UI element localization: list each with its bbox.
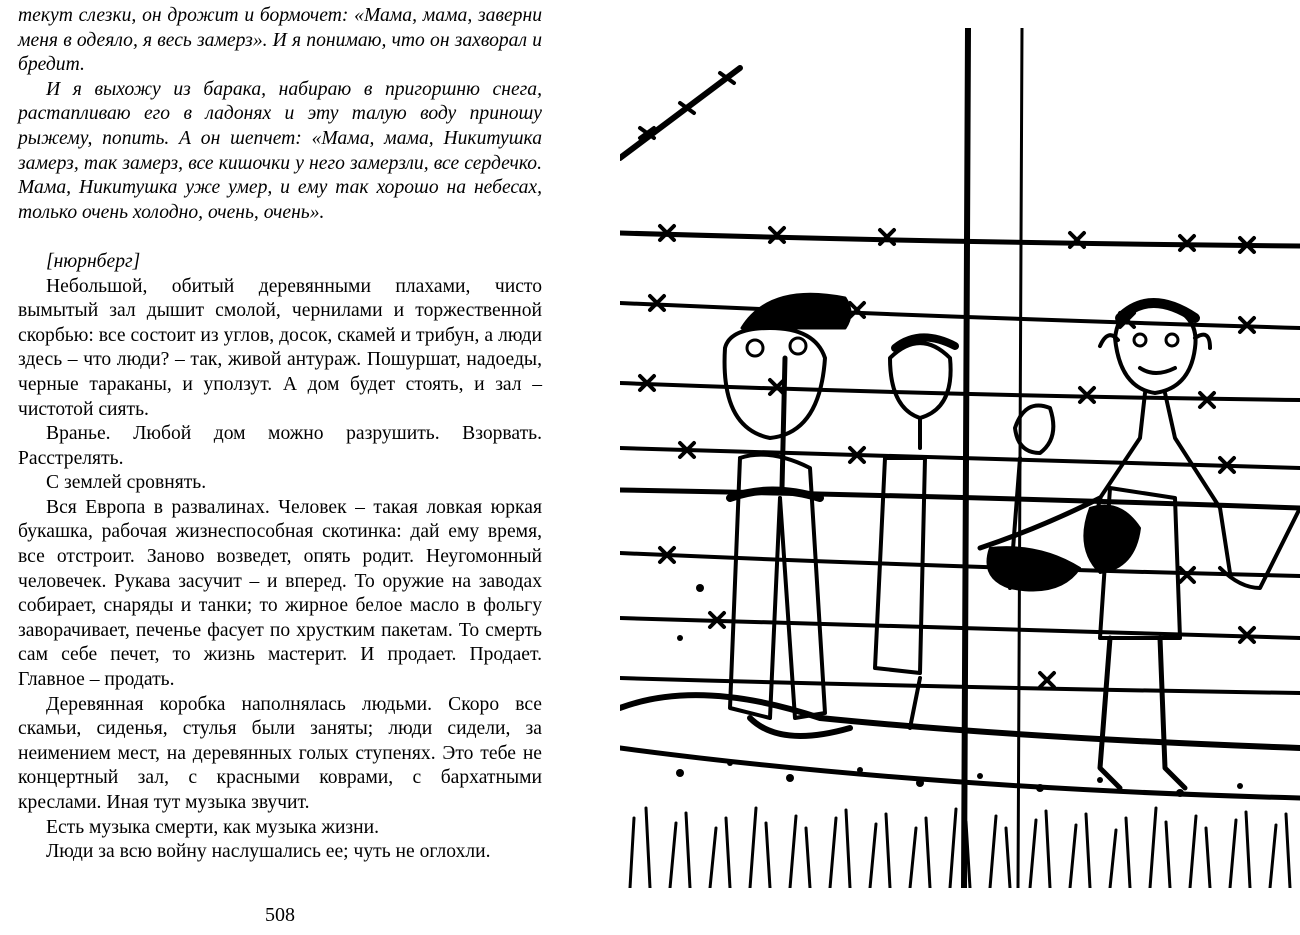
left-page <box>0 0 560 935</box>
paragraph-italic-1: текут слезки, он дрожит и бормочет: «Мама, мама, заверни меня в одеяло, я весь замерз». И я понимаю, что он захворал и бредит. <box>18 5 542 76</box>
text-column <box>18 4 542 865</box>
section-gap <box>18 225 542 250</box>
paragraph-7: Люди за всю войну наслушались ее; чуть не оглохли. <box>46 841 491 863</box>
ink-drawing <box>620 28 1300 888</box>
paragraph-5: Деревянная коробка наполнялась людьми. Скоро все скамьи, сиденья, стулья были заняты; люди сидели, за неимением мест, на деревянных голых ступенях. Это тебе не концертный зал, с красными коврами, с бархатными креслами. Иная тут музыка звучит. <box>18 693 542 813</box>
paragraph-italic-2: И я выхожу из барака, набираю в пригоршню снега, растапливаю его в ладонях и эту талую воду приношу рыжему, попить. А он шепчет: «Мама, мама, Никитушка замерз, так замерз, все кишочки у него замерзли, все сердечко. Мама, Никитушка уже умер, и ему так хорошо на небесах, только очень холодно, очень, очень». <box>18 78 542 223</box>
paragraph-4: Вся Европа в развалинах. Человек – такая ловкая юркая букашка, рабочая жизнеспособная скотинка: дай ему время, все отстроит. Заново возведет, опять родит. Неугомонный человечек. Рукава засучит – и вперед. То оружие на заводах собирает, снаряды и танки; то жирное белое масло в фольгу заворачивает, печенье фасует по хрустким пакетам. То смерть сам себе печет, то жизнь мастерит. И продает. Продает. Главное – продать. <box>18 496 542 691</box>
barbed-wire-illustration <box>620 28 1300 888</box>
paragraph-1: Небольшой, обитый деревянными плахами, чисто вымытый зал дышит смолой, чернилами и торжественной скорбью: все состоит из углов, досок, скамей и трибун, а люди здесь – что люди? – так, живой антураж. Пошуршат, надоеды, черные тараканы, и уползут. А дом будет стоять, и зал – чистотой сиять. <box>18 275 542 420</box>
paragraph-3: С землей сровнять. <box>46 472 207 494</box>
page-number: 508 <box>265 904 295 926</box>
paragraph-6: Есть музыка смерти, как музыка жизни. <box>46 816 380 838</box>
section-heading: [нюрнберг] <box>46 250 141 272</box>
paragraph-2: Вранье. Любой дом можно разрушить. Взорвать. Расстрелять. <box>18 423 542 469</box>
